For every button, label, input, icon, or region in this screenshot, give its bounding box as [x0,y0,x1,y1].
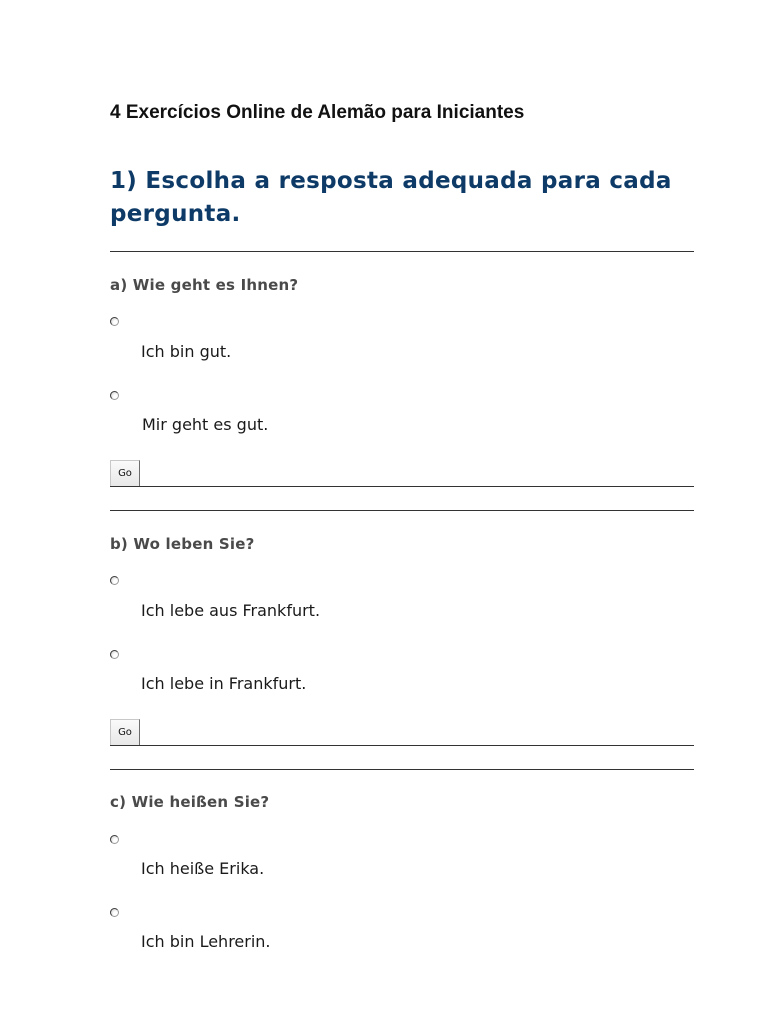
answer-radio[interactable] [110,391,119,400]
question-label: a) Wie geht es Ihnen? [110,276,299,294]
answer-radio[interactable] [110,576,119,585]
answer-option: Ich heiße Erika. [141,859,265,878]
section-heading: 1) Escolha a resposta adequada para cada pergunta. [110,168,672,227]
answer-radio[interactable] [110,317,119,326]
answer-radio[interactable] [110,835,119,844]
document-title: 4 Exercícios Online de Alemão para Iniciantes [110,102,525,123]
question-label: c) Wie heißen Sie? [110,793,270,811]
divider [110,486,694,487]
answer-option: Ich lebe aus Frankfurt. [141,601,321,620]
answer-option: Ich bin gut. [141,342,232,361]
answer-option: Mir geht es gut. [142,415,269,434]
divider [110,769,694,770]
answer-radio[interactable] [110,908,119,917]
go-button[interactable]: Go [110,719,140,745]
go-button[interactable]: Go [110,460,140,486]
question-label: b) Wo leben Sie? [110,535,255,553]
divider [110,251,694,252]
answer-radio[interactable] [110,650,119,659]
divider [110,745,694,746]
answer-option: Ich lebe in Frankfurt. [141,674,307,693]
divider [110,510,694,511]
answer-option: Ich bin Lehrerin. [141,932,271,951]
